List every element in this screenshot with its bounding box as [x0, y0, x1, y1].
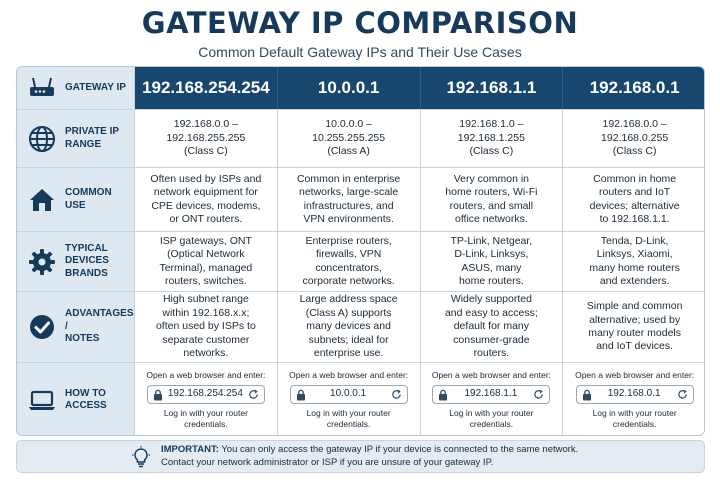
access-footer-line: Log in with your router: [592, 408, 677, 419]
address-bar[interactable]: [290, 385, 408, 404]
row-gateway-ip: [17, 67, 705, 110]
range-line: 192.168.255.255: [166, 131, 246, 144]
lightbulb-icon: [130, 446, 152, 470]
reload-icon[interactable]: [677, 389, 688, 400]
label-devices: [17, 232, 135, 291]
advantages-line: Widely supported: [450, 293, 532, 306]
use-line: home routers, Wi-Fi: [445, 186, 538, 199]
range-line: (Class C): [469, 145, 514, 158]
lock-icon: [153, 389, 163, 401]
advantages-line: enterprise use.: [313, 347, 384, 360]
devices-line: routers, switches.: [165, 274, 247, 287]
advantages-line: Large address space: [299, 293, 398, 306]
address-value: 10.0.0.1: [330, 388, 367, 400]
gateway-ip-value: 10.0.0.1: [278, 67, 421, 109]
devices-line: D-Link, Linksys,: [454, 248, 529, 261]
label-text-line: BRANDS: [65, 267, 108, 279]
address-bar[interactable]: [432, 385, 550, 404]
gateway-ip-value: 192.168.0.1: [563, 67, 705, 109]
label-access: [17, 363, 135, 436]
row-devices: [17, 232, 705, 292]
advantages-line: default for many: [453, 320, 530, 333]
range-line: 192.168.0.0 –: [173, 118, 238, 131]
use-cell: [135, 168, 278, 231]
access-cell: [563, 363, 705, 436]
advantages-line: within 192.168.x.x;: [162, 306, 250, 319]
lock-icon: [438, 389, 448, 401]
globe-icon: [27, 124, 57, 154]
label-text-line: RANGE: [65, 138, 102, 150]
advantages-line: often used by ISPs to: [155, 320, 256, 333]
address-value: 192.168.1.1: [464, 388, 518, 400]
row-advantages: [17, 292, 705, 363]
range-line: 192.168.1.0 –: [459, 118, 524, 131]
check-circle-icon: [27, 312, 57, 342]
range-cell: [563, 110, 705, 167]
advantages-cell: [135, 292, 278, 362]
advantages-line: networks.: [183, 347, 229, 360]
use-line: or ONT routers.: [169, 212, 243, 225]
devices-line: many home routers: [589, 261, 680, 274]
use-line: to 192.168.1.1.: [599, 212, 670, 225]
reload-icon[interactable]: [533, 389, 544, 400]
use-line: networks, large-scale: [299, 186, 399, 199]
advantages-cell: [278, 292, 421, 362]
label-text: COMMON USE: [65, 187, 112, 211]
advantages-line: separate customer: [162, 333, 250, 346]
use-line: infrastructures, and: [303, 199, 394, 212]
address-bar[interactable]: [576, 385, 694, 404]
range-line: (Class A): [327, 145, 370, 158]
use-line: devices; alternative: [589, 199, 680, 212]
devices-line: firewalls, VPN: [315, 248, 382, 261]
page-subtitle: Common Default Gateway IPs and Their Use Cases: [198, 44, 522, 60]
access-instruction: Open a web browser and enter:: [431, 370, 551, 381]
comparison-table: [16, 66, 705, 436]
use-cell: [563, 168, 705, 231]
page-title: GATEWAY IP COMPARISON: [141, 6, 579, 40]
advantages-line: and easy to access;: [444, 306, 538, 319]
important-note: [16, 440, 705, 473]
use-line: Very common in: [453, 172, 530, 185]
address-value: 192.168.0.1: [607, 388, 661, 400]
label-text-line: TYPICAL DEVICES: [65, 242, 109, 267]
devices-line: ASUS, many: [461, 261, 522, 274]
devices-cell: [421, 232, 564, 291]
use-cell: [421, 168, 564, 231]
laptop-icon: [27, 385, 57, 415]
access-cell: [135, 363, 278, 436]
devices-line: home routers.: [458, 274, 524, 287]
access-instruction: Open a web browser and enter:: [575, 370, 695, 381]
access-cell: [421, 363, 564, 436]
devices-line: concentrators,: [315, 261, 382, 274]
range-cell: [278, 110, 421, 167]
access-footer-line: Log in with your router: [449, 408, 534, 419]
advantages-cell: [563, 292, 705, 362]
label-text: HOW TO ACCESS: [65, 387, 107, 411]
label-private-range: [17, 110, 135, 167]
range-cell: [421, 110, 564, 167]
access-footer-line: credentials.: [184, 418, 228, 429]
access-instruction: Open a web browser and enter:: [289, 370, 409, 381]
devices-line: ISP gateways, ONT: [159, 234, 252, 247]
use-line: Common in home: [593, 172, 677, 185]
label-advantages: [17, 292, 135, 362]
access-footer-line: credentials.: [326, 418, 371, 429]
devices-cell: [135, 232, 278, 291]
use-line: Often used by ISPs and: [150, 172, 262, 185]
advantages-line: alternative; used by: [589, 313, 681, 326]
access-footer-line: credentials.: [469, 418, 514, 429]
advantages-line: many router models: [588, 327, 682, 339]
use-line: routers and IoT: [599, 186, 671, 199]
home-icon: [27, 185, 57, 215]
access-instruction: Open a web browser and enter:: [146, 370, 266, 381]
note-line: Contact your network administrator or ISP if you are unsure of your gateway IP.: [161, 456, 494, 468]
advantages-line: High subnet range: [162, 293, 249, 306]
label-common-use: [17, 168, 135, 231]
devices-cell: [563, 232, 705, 291]
label-text-line: PRIVATE IP: [65, 126, 120, 137]
devices-line: corporate networks.: [302, 274, 395, 287]
use-line: routers, and small: [449, 199, 534, 212]
range-line: 10.0.0.0 –: [325, 118, 372, 131]
label-text-line: ADVANTAGES /: [65, 308, 134, 332]
advantages-cell: [421, 292, 564, 362]
gateway-ip-value: 192.168.1.1: [421, 67, 564, 109]
range-line: 192.168.0.0 –: [602, 118, 667, 131]
devices-line: TP-Link, Netgear,: [450, 234, 533, 247]
reload-icon[interactable]: [248, 389, 259, 400]
devices-line: Linksys, Xiaomi,: [596, 248, 673, 261]
access-footer-line: Log in with your router: [306, 408, 391, 419]
advantages-line: routers.: [473, 347, 510, 360]
use-line: office networks.: [454, 212, 528, 225]
range-cell: [135, 110, 278, 167]
row-private-range: [17, 110, 705, 168]
reload-icon[interactable]: [391, 389, 402, 400]
range-line: (Class C): [612, 145, 657, 158]
devices-line: Terminal), managed: [159, 261, 253, 274]
range-line: 10.255.255.255: [312, 131, 386, 144]
devices-line: Tenda, D-Link,: [600, 234, 669, 247]
router-icon: [27, 73, 57, 103]
advantages-line: (Class A) supports: [305, 306, 392, 319]
use-line: CPE devices, modems,: [151, 199, 261, 212]
row-access: [17, 363, 705, 436]
access-footer-line: Log in with your router: [163, 408, 248, 419]
advantages-line: consumer-grade: [453, 333, 530, 346]
label-text-line: NOTES: [65, 333, 100, 345]
label-text: GATEWAY IP: [65, 81, 126, 93]
devices-line: and extenders.: [599, 274, 670, 287]
range-line: 192.168.0.255: [601, 131, 669, 144]
lock-icon: [296, 389, 306, 401]
address-value: 192.168.254.254: [167, 388, 243, 400]
gear-icon: [27, 247, 57, 277]
range-line: (Class C): [183, 145, 228, 158]
note-line: You can only access the gateway IP if your device is connected to the same network.: [218, 443, 579, 455]
advantages-line: Simple and common: [586, 300, 683, 313]
devices-line: (Optical Network: [167, 248, 245, 261]
advantages-line: and IoT devices.: [596, 340, 674, 353]
row-common-use: [17, 168, 705, 232]
devices-cell: [278, 232, 421, 291]
gateway-ip-value: 192.168.254.254: [135, 67, 278, 109]
use-line: Common in enterprise: [296, 172, 401, 185]
advantages-line: many devices and: [306, 320, 391, 333]
address-bar[interactable]: [147, 385, 265, 404]
note-strong: IMPORTANT:: [161, 443, 219, 455]
devices-line: Enterprise routers,: [305, 234, 392, 247]
use-cell: [278, 168, 421, 231]
lock-icon: [582, 389, 592, 401]
access-cell: [278, 363, 421, 436]
label-gateway-ip: [17, 67, 135, 109]
range-line: 192.168.1.255: [457, 131, 525, 144]
use-line: VPN environments.: [303, 212, 394, 225]
use-line: network equipment for: [153, 186, 258, 199]
access-footer-line: credentials.: [612, 418, 657, 429]
advantages-line: subnets; ideal for: [308, 333, 389, 346]
